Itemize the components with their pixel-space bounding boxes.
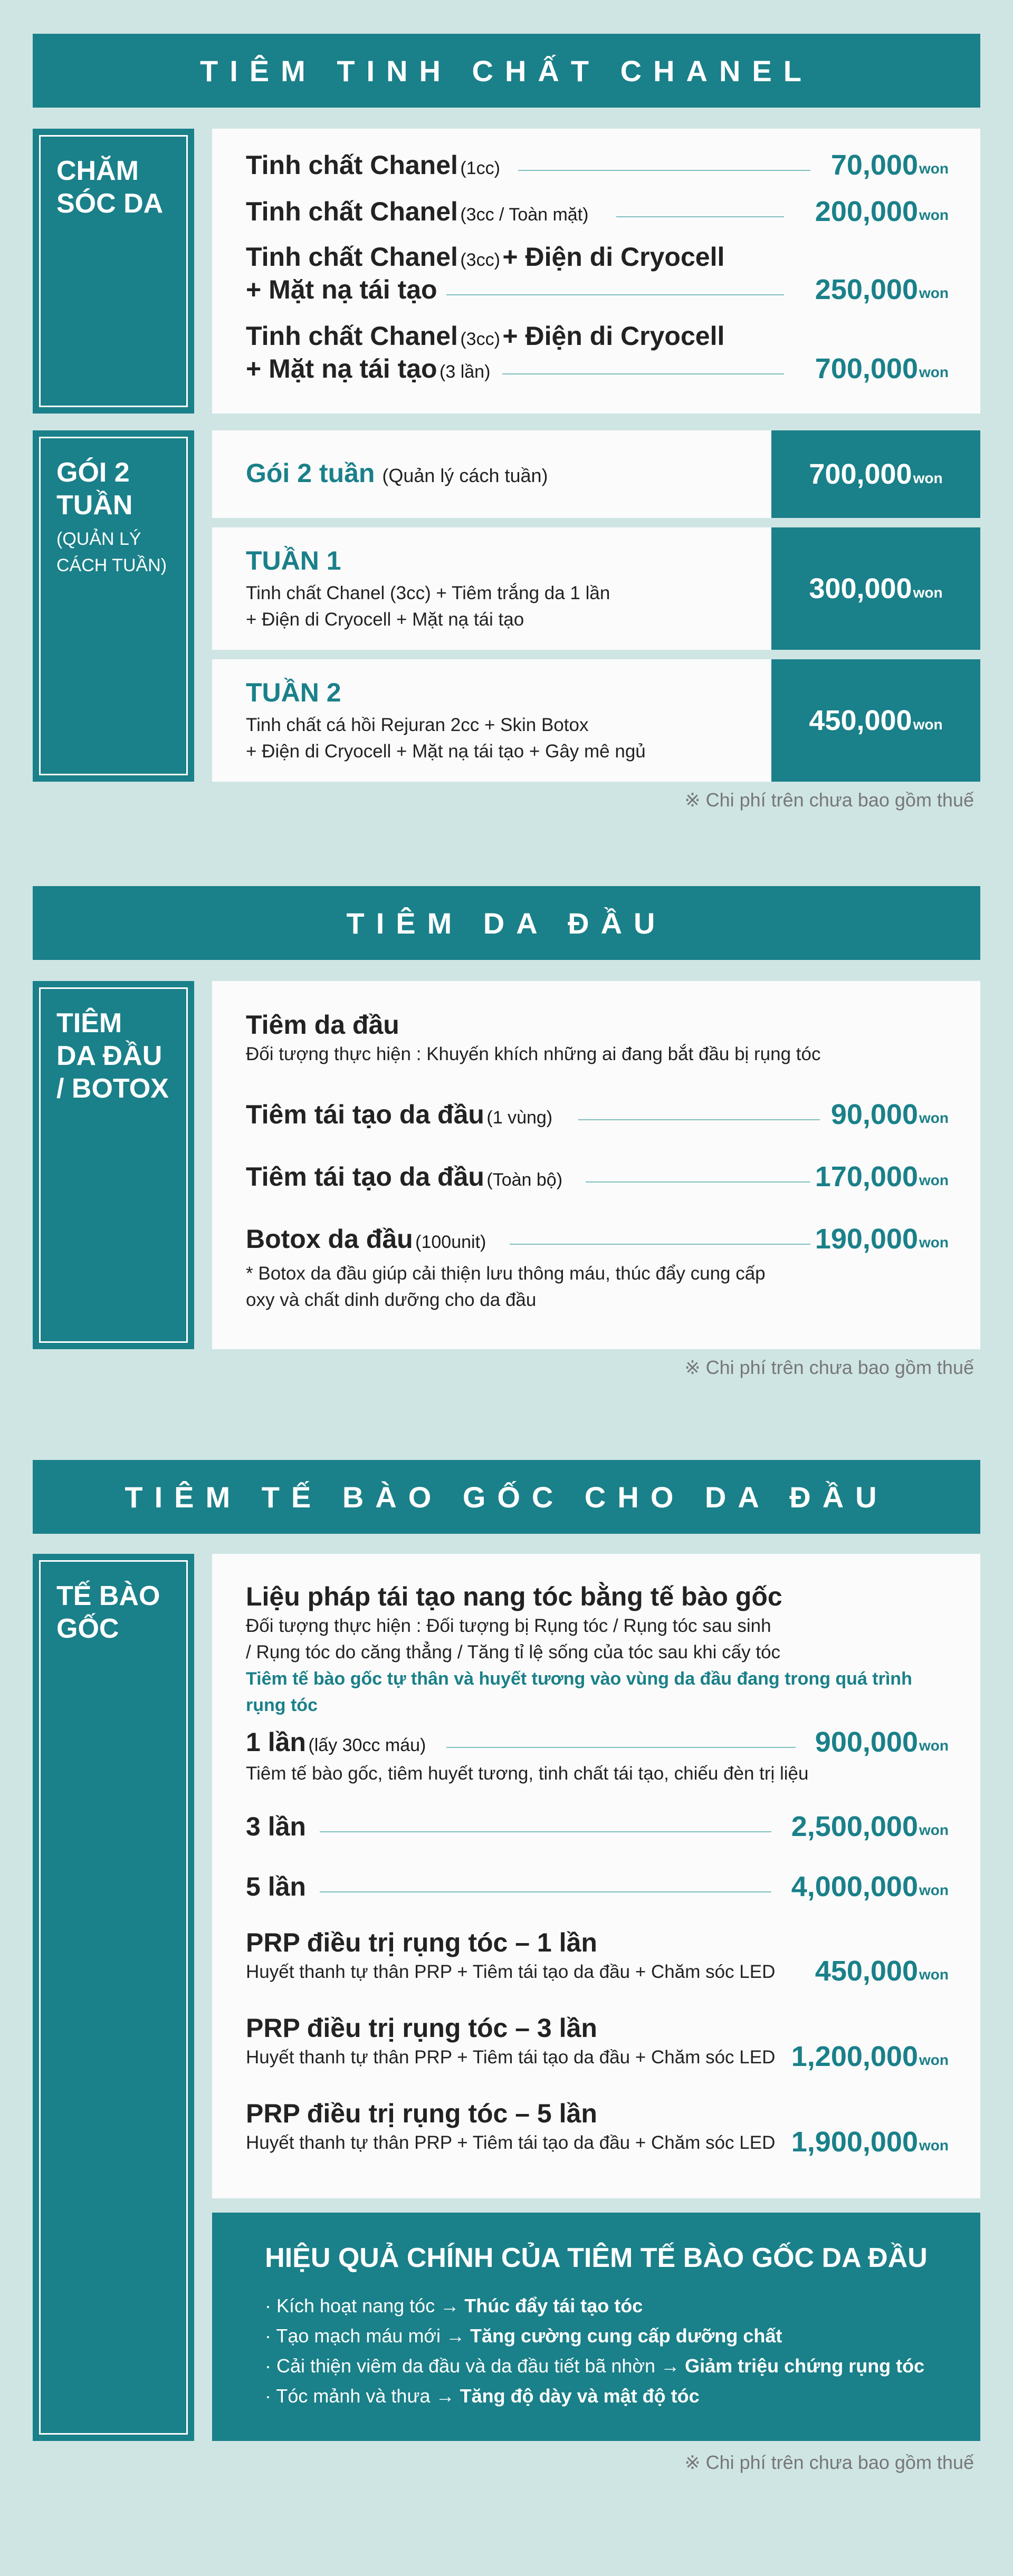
price-row: Botox da đầu (100unit) 190,000 won (246, 1223, 949, 1255)
price-row: PRP điều trị rụng tóc – 5 lần Huyết thanh tự thân PRP + Tiêm tái tạo da đầu + Chăm sóc LED 1,900,000 won (246, 2099, 949, 2158)
botox-desc: oxy và chất dinh dưỡng cho da đầu (246, 1290, 537, 1310)
side-title: GÓI 2 TUẦN (56, 457, 133, 521)
package-price: 300,000 won (771, 527, 980, 650)
side-label-stem-cell (33, 1554, 194, 2441)
leader-line (502, 373, 784, 374)
side-label-skin-care (33, 129, 194, 414)
section-banner-stem-cell: TIÊM TẾ BÀO GỐC CHO DA ĐẦU (33, 1460, 980, 1534)
leader-line (518, 170, 810, 171)
intro-title: Tiêm da đầu (246, 1010, 399, 1040)
package-price: 700,000 won (771, 430, 980, 518)
leader-line (320, 1831, 771, 1832)
leader-line (446, 1747, 796, 1748)
leader-line (578, 1119, 820, 1120)
price-row: Tinh chất Chanel (3cc) + Điện di Cryocell + Mặt nạ tái tạo 250,000 won (246, 242, 949, 305)
tax-note: ※ Chi phí trên chưa bao gồm thuế (684, 1357, 974, 1378)
panel-scalp (212, 981, 980, 1349)
side-label-package (33, 430, 194, 782)
leader-line (446, 294, 784, 295)
package-row: Gói 2 tuần (Quản lý cách tuần) 700,000 won (212, 430, 980, 518)
price-row: Tinh chất Chanel (1cc) 70,000 won (246, 149, 949, 181)
side-title: TẾ BÀO GỐC (56, 1581, 160, 1644)
price-row: 5 lần 4,000,000 won (246, 1871, 949, 1902)
leader-line (586, 1181, 810, 1183)
effect-item: · Tóc mảnh và thưa → Tăng độ dày và mật độ tóc (265, 2385, 700, 2407)
tax-note: ※ Chi phí trên chưa bao gồm thuế (684, 2452, 974, 2473)
section-banner-chanel: TIÊM TINH CHẤT CHANEL (33, 34, 980, 108)
package-row: TUẦN 1 Tinh chất Chanel (3cc) + Tiêm trắng da 1 lần + Điện di Cryocell + Mặt nạ tái tạo 300,000 won (212, 527, 980, 650)
price-row: Tinh chất Chanel (3cc) + Điện di Cryocell + Mặt nạ tái tạo (3 lần) 700,000 won (246, 321, 949, 385)
side-title: TIÊM DA ĐẦU / BOTOX (56, 1008, 169, 1104)
panel-stem-cell (212, 1554, 980, 2198)
price-row: 1 lần (lấy 30cc máu) 900,000 won (246, 1726, 949, 1758)
leader-line (320, 1891, 771, 1892)
tax-note: ※ Chi phí trên chưa bao gồm thuế (684, 789, 974, 811)
leader-line (510, 1244, 810, 1245)
effect-item: · Kích hoạt nang tóc → Thúc đẩy tái tạo tóc (265, 2295, 643, 2317)
price-row: Tiêm tái tạo da đầu (Toàn bộ) 170,000 won (246, 1161, 949, 1193)
side-label-scalp-botox (33, 981, 194, 1349)
panel-skin-care (212, 129, 980, 414)
intro-highlight: Tiêm tế bào gốc tự thân và huyết tương vào vùng da đầu đang trong quá trình rụng tóc (246, 1669, 912, 1715)
section-banner-scalp: TIÊM DA ĐẦU (33, 886, 980, 960)
price-row: Tiêm tái tạo da đầu (1 vùng) 90,000 won (246, 1099, 949, 1130)
leader-line (616, 216, 784, 217)
package-price: 450,000 won (771, 659, 980, 782)
price-row: PRP điều trị rụng tóc – 1 lần Huyết thanh tự thân PRP + Tiêm tái tạo da đầu + Chăm sóc LED 450,000 won (246, 1928, 949, 1987)
package-row: TUẦN 2 Tinh chất cá hồi Rejuran 2cc + Skin Botox + Điện di Cryocell + Mặt nạ tái tạo + Gây mê ngủ 450,000 won (212, 659, 980, 782)
price-row: 3 lần 2,500,000 won (246, 1811, 949, 1842)
effect-item: · Tạo mạch máu mới → Tăng cường cung cấp dưỡng chất (265, 2325, 782, 2347)
price-row: PRP điều trị rụng tóc – 3 lần Huyết thanh tự thân PRP + Tiêm tái tạo da đầu + Chăm sóc LED 1,200,000 won (246, 2013, 949, 2072)
intro-desc: Đối tượng thực hiện : Đối tượng bị Rụng tóc / Rụng tóc sau sinh (246, 1616, 771, 1636)
side-title: CHĂM SÓC DA (56, 156, 164, 219)
intro-desc: Đối tượng thực hiện : Khuyến khích những ai đang bắt đầu bị rụng tóc (246, 1044, 821, 1064)
intro-desc: / Rụng tóc do căng thẳng / Tăng tỉ lệ sống của tóc sau khi cấy tóc (246, 1642, 781, 1662)
intro-title: Liệu pháp tái tạo nang tóc bằng tế bào gốc (246, 1582, 782, 1611)
side-subtitle: (QUẢN LÝ CÁCH TUẦN) (56, 529, 167, 575)
botox-desc: * Botox da đầu giúp cải thiện lưu thông máu, thúc đẩy cung cấp (246, 1263, 766, 1284)
item-desc: Tiêm tế bào gốc, tiêm huyết tương, tinh chất tái tạo, chiếu đèn trị liệu (246, 1763, 809, 1784)
effects-title: HIỆU QUẢ CHÍNH CỦA TIÊM TẾ BÀO GỐC DA ĐẦU (265, 2243, 928, 2273)
effect-item: · Cải thiện viêm da đầu và da đầu tiết bã nhờn → Giảm triệu chứng rụng tóc (265, 2355, 925, 2377)
price-row: Tinh chất Chanel (3cc / Toàn mặt) 200,000 won (246, 196, 949, 227)
effects-box (212, 2213, 980, 2441)
